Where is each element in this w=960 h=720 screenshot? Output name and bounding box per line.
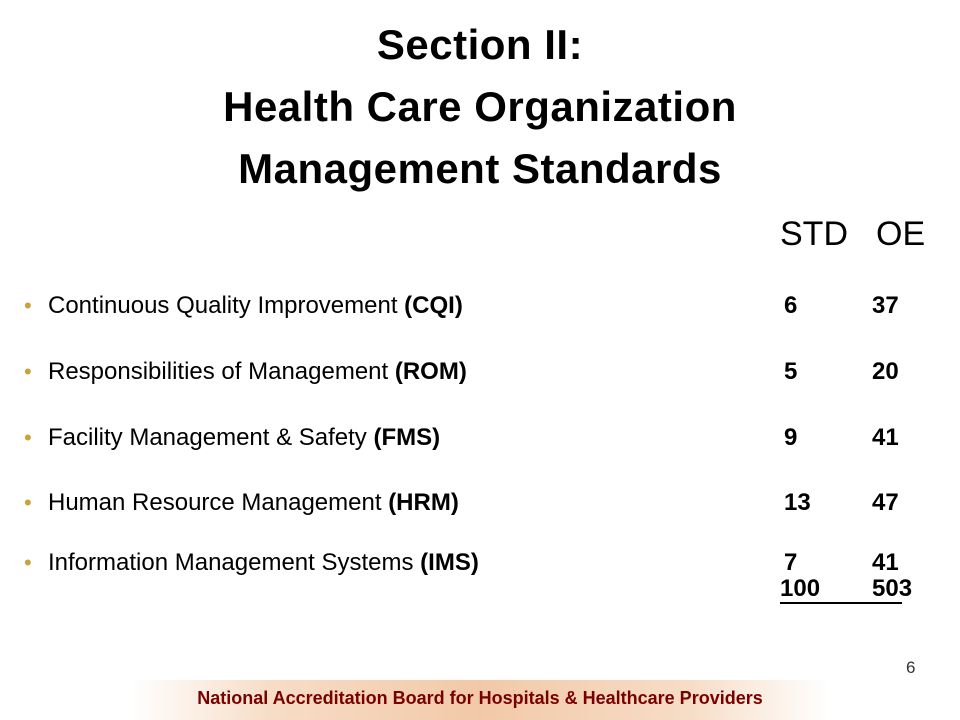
list-item xyxy=(0,355,960,389)
item-std: 6 xyxy=(784,292,798,319)
item-std: 7 xyxy=(784,549,798,576)
page-number: 6 xyxy=(906,658,916,677)
item-label: Continuous Quality Improvement (CQI) xyxy=(48,292,463,319)
title-line-2: Health Care Organization xyxy=(223,83,737,130)
item-abbr: (ROM) xyxy=(394,358,467,385)
bullet-icon: • xyxy=(24,550,32,575)
total-std: 100 xyxy=(780,575,821,602)
item-label: Information Management Systems (IMS) xyxy=(48,549,479,576)
bullet-icon: • xyxy=(24,359,32,384)
bullet-icon: • xyxy=(24,425,32,450)
item-abbr: (HRM) xyxy=(388,489,459,516)
list-item xyxy=(0,486,960,520)
column-header-std: STD xyxy=(780,215,848,253)
title-line-1: Section II: xyxy=(376,21,584,68)
item-label: Facility Management & Safety (FMS) xyxy=(48,424,441,451)
item-oe: 47 xyxy=(872,489,899,516)
bullet-icon: • xyxy=(24,293,32,318)
item-std: 13 xyxy=(784,489,811,516)
item-std: 9 xyxy=(784,424,798,451)
item-oe: 20 xyxy=(872,358,899,385)
item-oe: 37 xyxy=(872,292,899,319)
item-abbr: (FMS) xyxy=(373,424,441,451)
item-oe: 41 xyxy=(872,424,899,451)
item-label: Responsibilities of Management (ROM) xyxy=(48,358,467,385)
item-std: 5 xyxy=(784,358,798,385)
title-line-3: Management Standards xyxy=(238,145,722,192)
slide-title xyxy=(0,14,960,200)
list-item xyxy=(0,289,960,323)
list-item xyxy=(0,421,960,455)
item-label: Human Resource Management (HRM) xyxy=(48,489,459,516)
bullet-icon: • xyxy=(24,490,32,515)
item-abbr: (IMS) xyxy=(420,549,479,576)
item-abbr: (CQI) xyxy=(404,292,463,319)
footer-text: National Accreditation Board for Hospitals & Healthcare Providers xyxy=(197,688,763,708)
total-oe: 503 xyxy=(872,575,913,602)
footer-band xyxy=(130,680,830,720)
item-oe: 41 xyxy=(872,549,899,576)
column-header-oe: OE xyxy=(876,215,926,253)
